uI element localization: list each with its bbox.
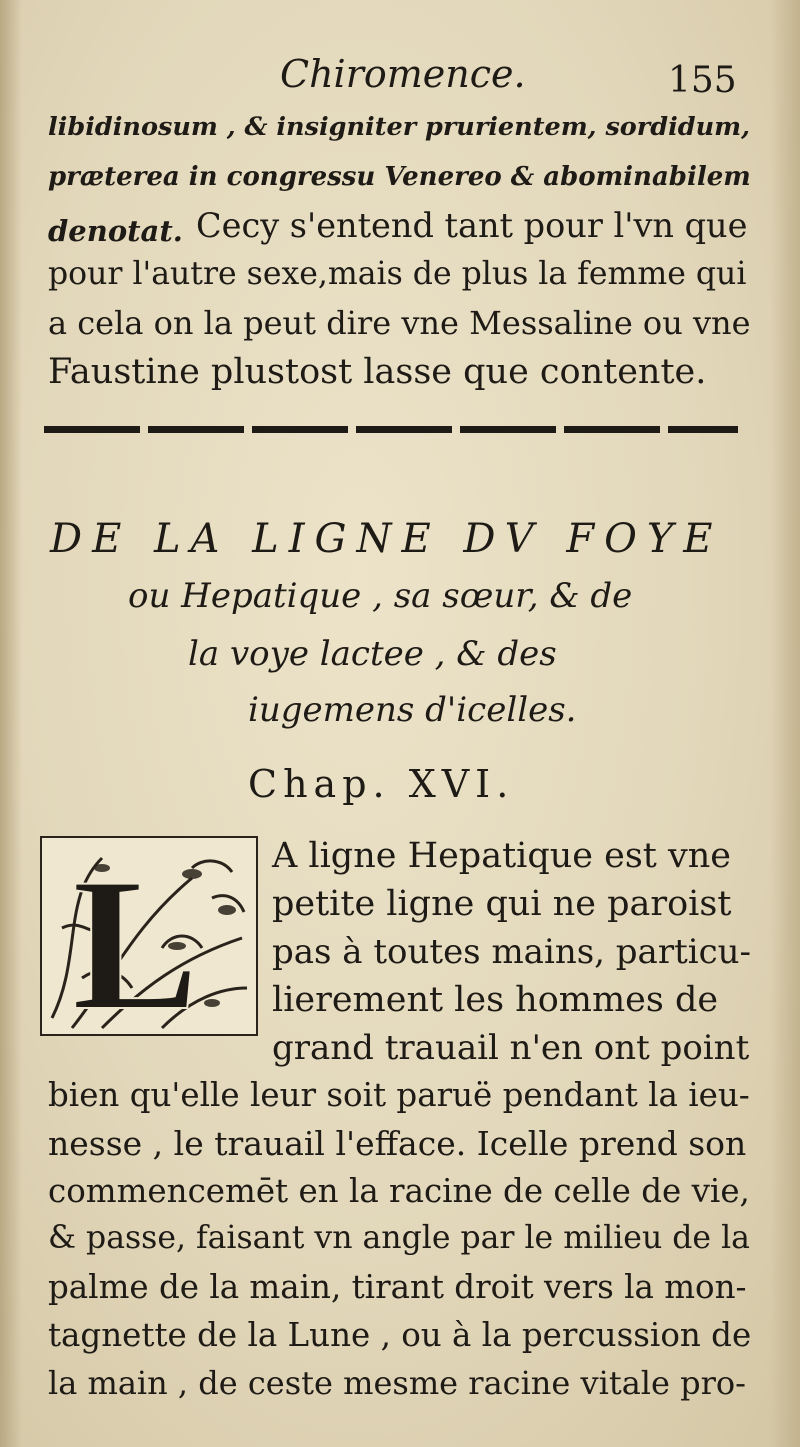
section-heading-line: ou Hepatique , sa sœur, & de [128,576,633,616]
page-shadow-left [0,0,22,1447]
section-divider-rule [44,426,738,433]
text-line: pas à toutes mains, particu- [272,932,752,972]
text-line: nesse , le trauail l'efface. Icelle prend son [48,1124,747,1163]
text-line: bien qu'elle leur soit paruë pendant la ieu- [48,1076,750,1114]
text-line: petite ligne qui ne paroist [272,884,732,924]
text-line: grand trauail n'en ont point [272,1028,750,1068]
text-line: pour l'autre sexe,mais de plus la femme qui [48,256,747,292]
foliage-ornament-icon [42,838,256,1034]
page-shadow-right [770,0,800,1447]
text-line: commencemēt en la racine de celle de vie, [48,1172,750,1210]
text-line: palme de la main, tirant droit vers la mon- [48,1268,747,1306]
text-line: tagnette de la Lune , ou à la percussion de [48,1316,752,1354]
text-line: & passe, faisant vn angle par le milieu de la [48,1220,750,1256]
chapter-label: Chap. XVI. [248,762,515,806]
latin-line: libidinosum , & insigniter prurientem, sordidum, [48,112,750,142]
text-line: Faustine plustost lasse que contente. [48,352,707,392]
section-heading-line: la voye lactee , & des [188,634,557,674]
section-heading-line: iugemens d'icelles. [248,690,577,730]
text-line: a cela on la peut dire vne Messaline ou vne [48,304,751,342]
text-line: A ligne Hepatique est vne [272,836,732,876]
text-line: Cecy s'entend tant pour l'vn que [196,206,748,245]
section-heading-line: DE LA LIGNE DV FOYE [50,516,723,562]
latin-line: præterea in congressu Venereo & abominabilem [48,162,751,192]
ornamental-drop-cap [40,836,258,1036]
page-number: 155 [668,60,737,101]
running-head: Chiromence. [280,52,526,96]
text-line: la main , de ceste mesme racine vitale pro- [48,1364,746,1402]
latin-line: denotat. [48,214,183,248]
drop-cap-letter: L [72,840,199,1034]
text-line: lierement les hommes de [272,980,719,1020]
